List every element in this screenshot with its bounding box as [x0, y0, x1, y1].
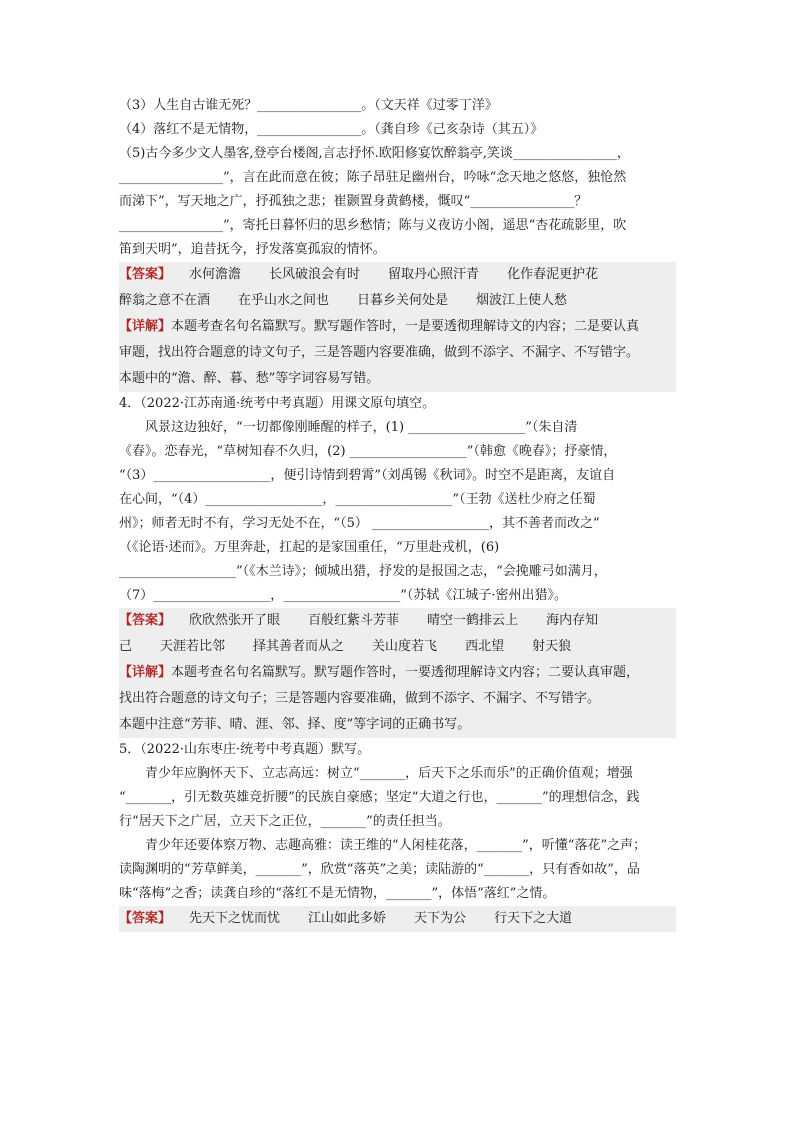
answer-item: 化作春泥更护花 — [507, 267, 599, 282]
detail-label: 【详解】 — [119, 665, 172, 680]
detail-text: 本题考查名句名篇默写。默写题作答时，一要透彻理解诗文内容；二要认真审题， — [171, 665, 640, 680]
answer-item: 日暮乡关何处是 — [357, 293, 449, 308]
q4-line: __________________”（《木兰诗》；倾城出猎，抒发的是报国之志，“会挽雕弓如满月， — [119, 564, 607, 579]
answer-item: 醉翁之意不在酒 — [119, 293, 211, 308]
q4-heading: 4．（2022·江苏南通·统考中考真题）用课文原句填空。 — [119, 396, 436, 411]
q3-line: （4）落红不是无情物，________________。（龚自珍《己亥杂诗（其五）》 — [119, 122, 544, 137]
q3-detail-line-3: 本题中的“澹、醉、暮、愁”等字词容易写错。 — [119, 371, 380, 386]
q4-answer-block — [119, 608, 676, 738]
answer-label: 【答案】 — [119, 267, 172, 282]
q4-line: （7）__________________，__________________”（苏轼《江城子·密州出猎》。 — [119, 588, 568, 603]
q4-line: 在心间，“（4）__________________，__________________”（王勃《送杜少府之任蜀 — [119, 492, 596, 507]
q4-line: “（3）__________________，便引诗情到碧霄”（刘禹锡《秋词》。时空不是距离，友谊自 — [119, 468, 616, 483]
q5-line: “_______，引无数英雄竞折腰”的民族自豪感；坚定“大道之行也，_______”的理想信念，践 — [119, 790, 640, 805]
answer-item: 射天狼 — [532, 639, 572, 654]
answer-item: 己 — [119, 639, 133, 654]
q4-answer-line-1 — [119, 608, 676, 634]
q5-line: 读陶渊明的“芳草鲜美，_______”，欣赏“落英”之美；读陆游的“_______，只有香如故”，品 — [119, 862, 640, 877]
q3-detail-line-2: 审题，找出符合题意的诗文句子，三是答题内容要准确，做到不添字、不漏字、不写错字。 — [119, 345, 640, 360]
q4-detail-line-3: 本题中注意“芳菲、晴、涯、邻、择、度”等字词的正确书写。 — [119, 717, 471, 732]
detail-label: 【详解】 — [119, 319, 172, 334]
q3-line: 而涕下”，写天地之广，抒孤独之悲；崔颢置身黄鹤楼，慨叹“________________？ — [119, 194, 588, 209]
answer-item: 留取丹心照汗青 — [388, 267, 480, 282]
q5-answer-line-1 — [119, 906, 676, 932]
answer-item: 行天下之大道 — [494, 911, 573, 926]
q4-answer-line-2 — [119, 634, 676, 660]
q3-line: 笛到天明”，追昔抚今，抒发落寞孤寂的情怀。 — [119, 242, 386, 257]
q5-line: 味“落梅”之香；读龚自珍的“落红不是无情物，_______”，体悟“落红”之情。 — [119, 886, 556, 901]
answer-item: 水何澹澹 — [189, 267, 242, 282]
answer-item: 在乎山水之间也 — [238, 293, 330, 308]
answer-item: 烟波江上使人愁 — [476, 293, 568, 308]
q3-answer-line-1 — [119, 262, 676, 288]
answer-item: 长风破浪会有时 — [269, 267, 361, 282]
q4-detail-line-2: 找出符合题意的诗文句子；三是答题内容要准确，做到不添字、不漏字、不写错字。 — [119, 691, 601, 706]
q5-heading: 5．（2022·山东枣庄·统考中考真题）默写。 — [119, 742, 371, 757]
q4-line: （《论语·述而》。万里奔赴，扛起的是家国重任，“万里赴戎机，(6) — [119, 540, 500, 555]
content — [119, 94, 676, 932]
answer-item: 天涯若比邻 — [160, 639, 226, 654]
answer-item: 欣欣然张开了眼 — [189, 613, 281, 628]
q5-line: 行“居天下之广居，立天下之正位，_______”的责任担当。 — [119, 814, 451, 829]
detail-text: 本题考查名句名篇默写。默写题作答时，一是要透彻理解诗文的内容；二是要认真 — [171, 319, 640, 334]
q5-line: 青少年还要体察万物、志趣高雅：读王维的“人闲桂花落，_______”，听懂“落花”之声； — [145, 838, 647, 853]
q3-answer-line-2 — [119, 288, 676, 314]
question-5 — [119, 738, 676, 932]
answer-item: 海内存知 — [546, 613, 599, 628]
answer-item: 江山如此多娇 — [308, 911, 387, 926]
answer-item: 西北望 — [465, 639, 505, 654]
q5-line: 青少年应胸怀天下、立志高远：树立“_______，后天下之乐而乐”的正确价值观；增强 — [145, 766, 633, 781]
q3-line: （3）人生自古谁无死？________________。（文天祥《过零丁洋》 — [119, 98, 498, 113]
q4-line: 州》；师者无时不有，学习无处不在，“（5） __________________，其不善者而改之” — [119, 516, 600, 531]
question-4 — [119, 392, 676, 738]
q3-answer-block — [119, 262, 676, 392]
q3-line: ________________”，言在此而意在彼；陈子昂驻足幽州台，吟咏“念天地之悠悠，独怆然 — [119, 170, 627, 185]
answer-label: 【答案】 — [119, 613, 172, 628]
answer-item: 天下为公 — [414, 911, 467, 926]
q3-line: （5)古今多少文人墨客,登亭台楼阁,言志抒怀.欧阳修宴饮醉翁亭,笑谈________________， — [119, 146, 630, 161]
answer-item: 先天下之忧而忧 — [189, 911, 281, 926]
q5-answer-block — [119, 906, 676, 932]
answer-item: 百般红紫斗芳菲 — [308, 613, 400, 628]
question-3 — [119, 94, 676, 392]
q4-line: 风景这边独好，“一切都像刚睡醒的样子，(1) __________________”（朱自清 — [145, 420, 578, 435]
answer-item: 择其善者而从之 — [253, 639, 345, 654]
q4-detail-line-1 — [119, 660, 676, 686]
answer-item: 晴空一鹤排云上 — [427, 613, 519, 628]
q3-detail-line-1 — [119, 314, 676, 340]
answer-item: 关山度若飞 — [372, 639, 438, 654]
q3-line: ________________”，寄托日暮怀归的思乡愁情；陈与义夜访小阁，遥思“杏花疏影里，吹 — [119, 218, 627, 233]
answer-label: 【答案】 — [119, 911, 172, 926]
q4-line: 《春》。恋春光，“草树知春不久归，(2) __________________”（韩愈《晚春》；抒豪情， — [119, 444, 617, 459]
